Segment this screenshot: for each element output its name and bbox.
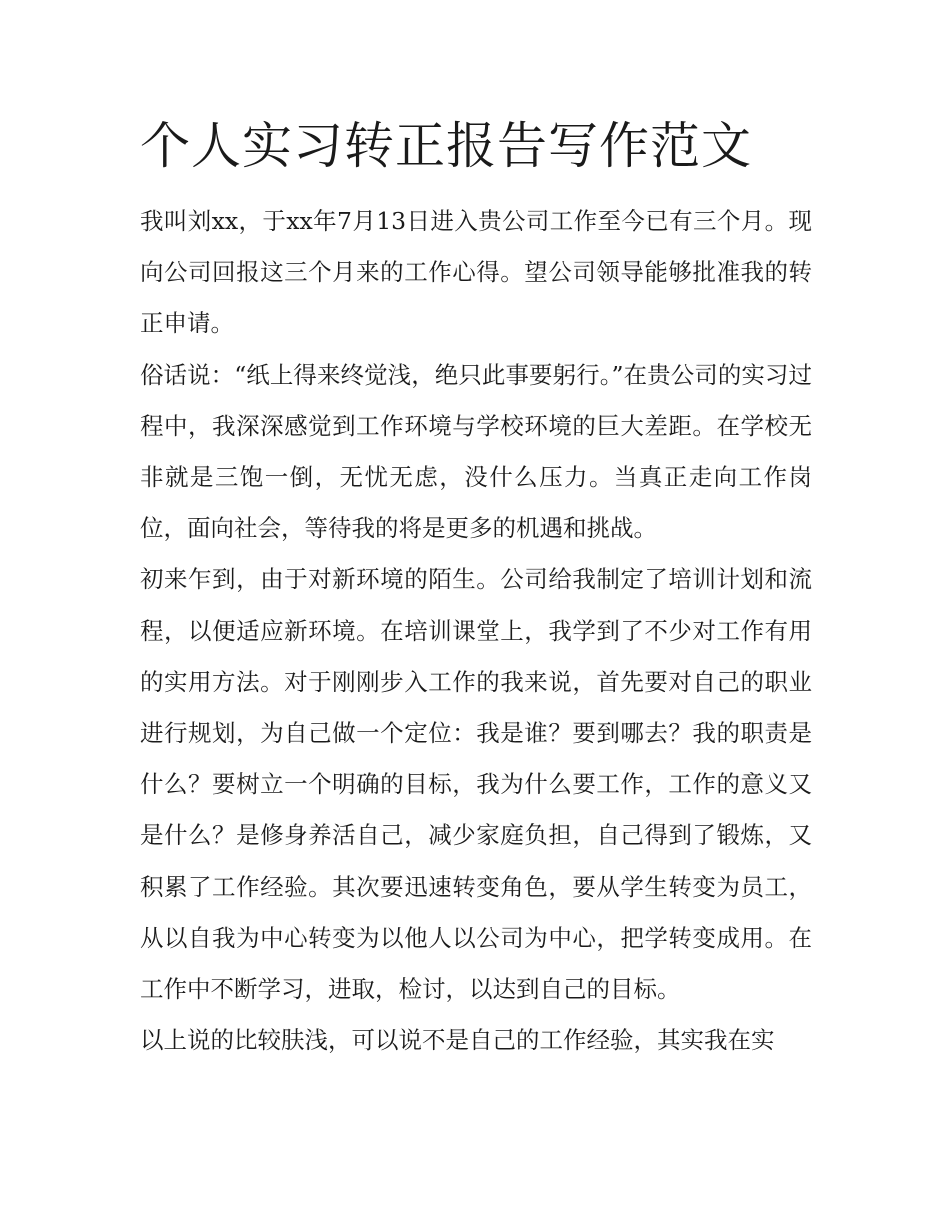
paragraph-intro: 我叫刘xx，于xx年7月13日进入贵公司工作至今已有三个月。现向公司回报这三个月来的工作心得。望公司领导能够批准我的转正申请。: [140, 207, 812, 338]
document-title: 个人实习转正报告写作范文: [140, 117, 752, 175]
paragraph-training: 初来乍到，由于对新环境的陌生。公司给我制定了培训计划和流程，以便适应新环境。在培训课堂上，我学到了不少对工作有用的实用方法。对于刚刚步入工作的我来说，首先要对自己的职业进行规划，为自己做一个定位：我是谁？要到哪去？我的职责是什么？要树立一个明确的目标，我为什么要工作，工作的意义又是什么？是修身养活自己，减少家庭负担，自己得到了锻炼，又积累了工作经验。其次要迅速转变角色，要从学生转变为员工，从以自我为中心转变为以他人以公司为中心，把学转变成用。在工作中不断学习，进取，检讨，以达到自己的目标。: [140, 565, 812, 1004]
paragraph-proverb: 俗话说：“纸上得来终觉浅，绝只此事要躬行。”在贵公司的实习过程中，我深深感觉到工作环境与学校环境的巨大差距。在学校无非就是三饱一倒，无忧无虑，没什么压力。当真正走向工作岗位，面向社会，等待我的将是更多的机遇和挑战。: [140, 360, 812, 543]
document-page: [140, 112, 812, 1066]
paragraph-summary: 以上说的比较肤浅，可以说不是自己的工作经验，其实我在实: [140, 1026, 775, 1055]
